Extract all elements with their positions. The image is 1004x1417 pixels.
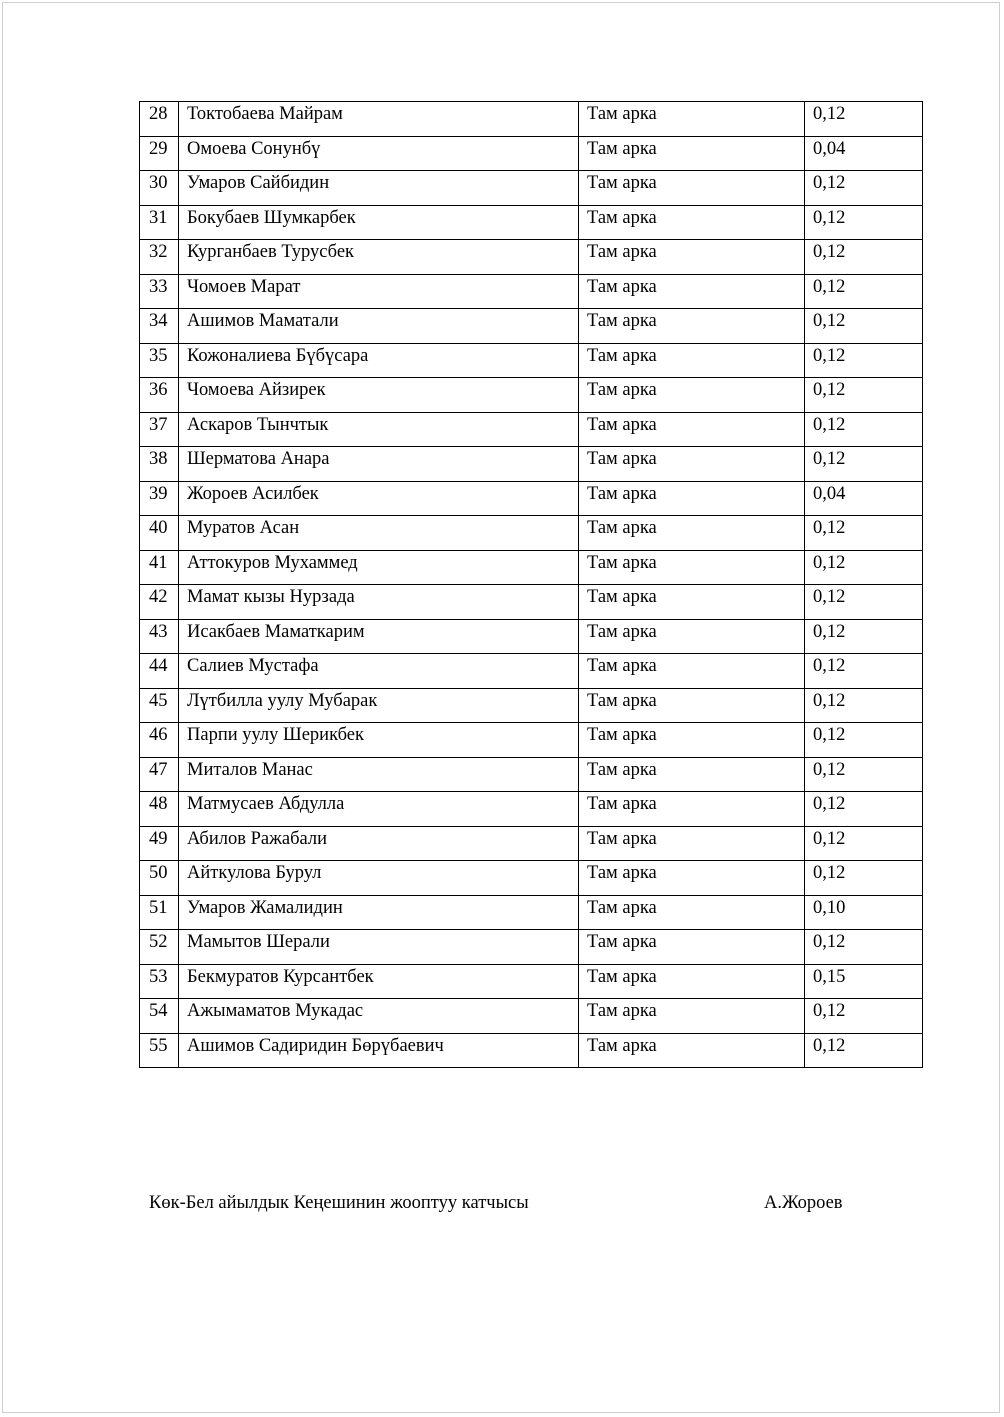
- table-row: [140, 481, 923, 516]
- plot-area-cell: 0,12: [805, 723, 923, 758]
- row-number-cell: 43: [140, 619, 179, 654]
- owner-name-cell: Кожоналиева Бүбүсара: [179, 343, 579, 378]
- row-number-cell: 52: [140, 930, 179, 965]
- plot-area-cell: 0,12: [805, 205, 923, 240]
- table-row: [140, 205, 923, 240]
- row-number-cell: 46: [140, 723, 179, 758]
- row-number-cell: 28: [140, 102, 179, 137]
- plot-type-cell: Там арка: [579, 481, 805, 516]
- owner-name-cell: Ажымаматов Мукадас: [179, 999, 579, 1034]
- plot-area-cell: 0,04: [805, 481, 923, 516]
- plot-area-cell: 0,12: [805, 688, 923, 723]
- owner-name-cell: Умаров Жамалидин: [179, 895, 579, 930]
- table-row: [140, 447, 923, 482]
- plot-type-cell: Там арка: [579, 550, 805, 585]
- plot-type-cell: Там арка: [579, 309, 805, 344]
- owner-name-cell: Токтобаева Майрам: [179, 102, 579, 137]
- plot-area-cell: 0,12: [805, 447, 923, 482]
- plot-type-cell: Там арка: [579, 792, 805, 827]
- plot-area-cell: 0,12: [805, 412, 923, 447]
- plot-area-cell: 0,12: [805, 930, 923, 965]
- owner-name-cell: Муратов Асан: [179, 516, 579, 551]
- table-row: [140, 792, 923, 827]
- row-number-cell: 55: [140, 1033, 179, 1068]
- document-page: [2, 2, 1000, 1413]
- row-number-cell: 47: [140, 757, 179, 792]
- plot-area-cell: 0,12: [805, 619, 923, 654]
- plot-area-cell: 0,12: [805, 102, 923, 137]
- owner-name-cell: Матмусаев Абдулла: [179, 792, 579, 827]
- table-row: [140, 757, 923, 792]
- table-body: [140, 102, 923, 1068]
- table-row: [140, 343, 923, 378]
- plot-type-cell: Там арка: [579, 619, 805, 654]
- plot-type-cell: Там арка: [579, 274, 805, 309]
- table-row: [140, 136, 923, 171]
- owner-name-cell: Умаров Сайбидин: [179, 171, 579, 206]
- plot-area-cell: 0,12: [805, 999, 923, 1034]
- row-number-cell: 51: [140, 895, 179, 930]
- row-number-cell: 31: [140, 205, 179, 240]
- owner-name-cell: Миталов Манас: [179, 757, 579, 792]
- plot-type-cell: Там арка: [579, 240, 805, 275]
- row-number-cell: 49: [140, 826, 179, 861]
- row-number-cell: 45: [140, 688, 179, 723]
- plot-type-cell: Там арка: [579, 205, 805, 240]
- plot-area-cell: 0,12: [805, 550, 923, 585]
- owner-name-cell: Мамат кызы Нурзада: [179, 585, 579, 620]
- plot-area-cell: 0,12: [805, 757, 923, 792]
- table-row: [140, 930, 923, 965]
- plot-type-cell: Там арка: [579, 757, 805, 792]
- plot-area-cell: 0,12: [805, 516, 923, 551]
- owner-name-cell: Лүтбилла уулу Мубарак: [179, 688, 579, 723]
- land-plot-table: [139, 101, 923, 1068]
- row-number-cell: 32: [140, 240, 179, 275]
- row-number-cell: 53: [140, 964, 179, 999]
- owner-name-cell: Айткулова Бурул: [179, 861, 579, 896]
- owner-name-cell: Курганбаев Турусбек: [179, 240, 579, 275]
- plot-area-cell: 0,12: [805, 826, 923, 861]
- plot-area-cell: 0,12: [805, 171, 923, 206]
- plot-area-cell: 0,15: [805, 964, 923, 999]
- owner-name-cell: Бокубаев Шумкарбек: [179, 205, 579, 240]
- plot-type-cell: Там арка: [579, 136, 805, 171]
- table-row: [140, 171, 923, 206]
- row-number-cell: 50: [140, 861, 179, 896]
- plot-type-cell: Там арка: [579, 171, 805, 206]
- table-row: [140, 654, 923, 689]
- plot-area-cell: 0,12: [805, 274, 923, 309]
- row-number-cell: 36: [140, 378, 179, 413]
- table-row: [140, 102, 923, 137]
- row-number-cell: 48: [140, 792, 179, 827]
- plot-area-cell: 0,10: [805, 895, 923, 930]
- plot-area-cell: 0,12: [805, 654, 923, 689]
- table-row: [140, 412, 923, 447]
- owner-name-cell: Жороев Асилбек: [179, 481, 579, 516]
- owner-name-cell: Абилов Ражабали: [179, 826, 579, 861]
- plot-type-cell: Там арка: [579, 930, 805, 965]
- plot-area-cell: 0,12: [805, 343, 923, 378]
- plot-area-cell: 0,04: [805, 136, 923, 171]
- row-number-cell: 30: [140, 171, 179, 206]
- owner-name-cell: Шерматова Анара: [179, 447, 579, 482]
- plot-type-cell: Там арка: [579, 516, 805, 551]
- plot-type-cell: Там арка: [579, 102, 805, 137]
- owner-name-cell: Ашимов Садиридин Бөрүбаевич: [179, 1033, 579, 1068]
- table-row: [140, 585, 923, 620]
- plot-type-cell: Там арка: [579, 723, 805, 758]
- table-row: [140, 378, 923, 413]
- plot-area-cell: 0,12: [805, 585, 923, 620]
- plot-type-cell: Там арка: [579, 654, 805, 689]
- row-number-cell: 33: [140, 274, 179, 309]
- signatory-name: А.Жороев: [764, 1193, 843, 1213]
- row-number-cell: 44: [140, 654, 179, 689]
- plot-type-cell: Там арка: [579, 999, 805, 1034]
- row-number-cell: 37: [140, 412, 179, 447]
- table-row: [140, 999, 923, 1034]
- row-number-cell: 38: [140, 447, 179, 482]
- owner-name-cell: Аскаров Тынчтык: [179, 412, 579, 447]
- plot-type-cell: Там арка: [579, 585, 805, 620]
- plot-area-cell: 0,12: [805, 378, 923, 413]
- table-row: [140, 861, 923, 896]
- plot-type-cell: Там арка: [579, 895, 805, 930]
- owner-name-cell: Чомоев Марат: [179, 274, 579, 309]
- owner-name-cell: Парпи уулу Шерикбек: [179, 723, 579, 758]
- row-number-cell: 39: [140, 481, 179, 516]
- row-number-cell: 42: [140, 585, 179, 620]
- table-row: [140, 274, 923, 309]
- owner-name-cell: Омоева Сонунбү: [179, 136, 579, 171]
- row-number-cell: 34: [140, 309, 179, 344]
- table-row: [140, 826, 923, 861]
- table-row: [140, 1033, 923, 1068]
- plot-type-cell: Там арка: [579, 964, 805, 999]
- owner-name-cell: Аттокуров Мухаммед: [179, 550, 579, 585]
- owner-name-cell: Салиев Мустафа: [179, 654, 579, 689]
- plot-type-cell: Там арка: [579, 343, 805, 378]
- table-row: [140, 550, 923, 585]
- plot-area-cell: 0,12: [805, 792, 923, 827]
- row-number-cell: 35: [140, 343, 179, 378]
- plot-area-cell: 0,12: [805, 240, 923, 275]
- row-number-cell: 54: [140, 999, 179, 1034]
- table-row: [140, 516, 923, 551]
- plot-type-cell: Там арка: [579, 826, 805, 861]
- plot-type-cell: Там арка: [579, 378, 805, 413]
- owner-name-cell: Мамытов Шерали: [179, 930, 579, 965]
- plot-area-cell: 0,12: [805, 861, 923, 896]
- plot-area-cell: 0,12: [805, 1033, 923, 1068]
- plot-type-cell: Там арка: [579, 412, 805, 447]
- plot-type-cell: Там арка: [579, 1033, 805, 1068]
- table-row: [140, 688, 923, 723]
- table-row: [140, 964, 923, 999]
- table-row: [140, 723, 923, 758]
- plot-type-cell: Там арка: [579, 861, 805, 896]
- owner-name-cell: Исакбаев Маматкарим: [179, 619, 579, 654]
- table-row: [140, 895, 923, 930]
- owner-name-cell: Бекмуратов Курсантбек: [179, 964, 579, 999]
- table-row: [140, 240, 923, 275]
- owner-name-cell: Ашимов Маматали: [179, 309, 579, 344]
- signature-position-label: Көк-Бел айылдык Кеңешинин жооптуу катчысы: [149, 1193, 529, 1213]
- row-number-cell: 41: [140, 550, 179, 585]
- owner-name-cell: Чомоева Айзирек: [179, 378, 579, 413]
- table-row: [140, 619, 923, 654]
- row-number-cell: 40: [140, 516, 179, 551]
- plot-area-cell: 0,12: [805, 309, 923, 344]
- table-row: [140, 309, 923, 344]
- plot-type-cell: Там арка: [579, 447, 805, 482]
- plot-type-cell: Там арка: [579, 688, 805, 723]
- row-number-cell: 29: [140, 136, 179, 171]
